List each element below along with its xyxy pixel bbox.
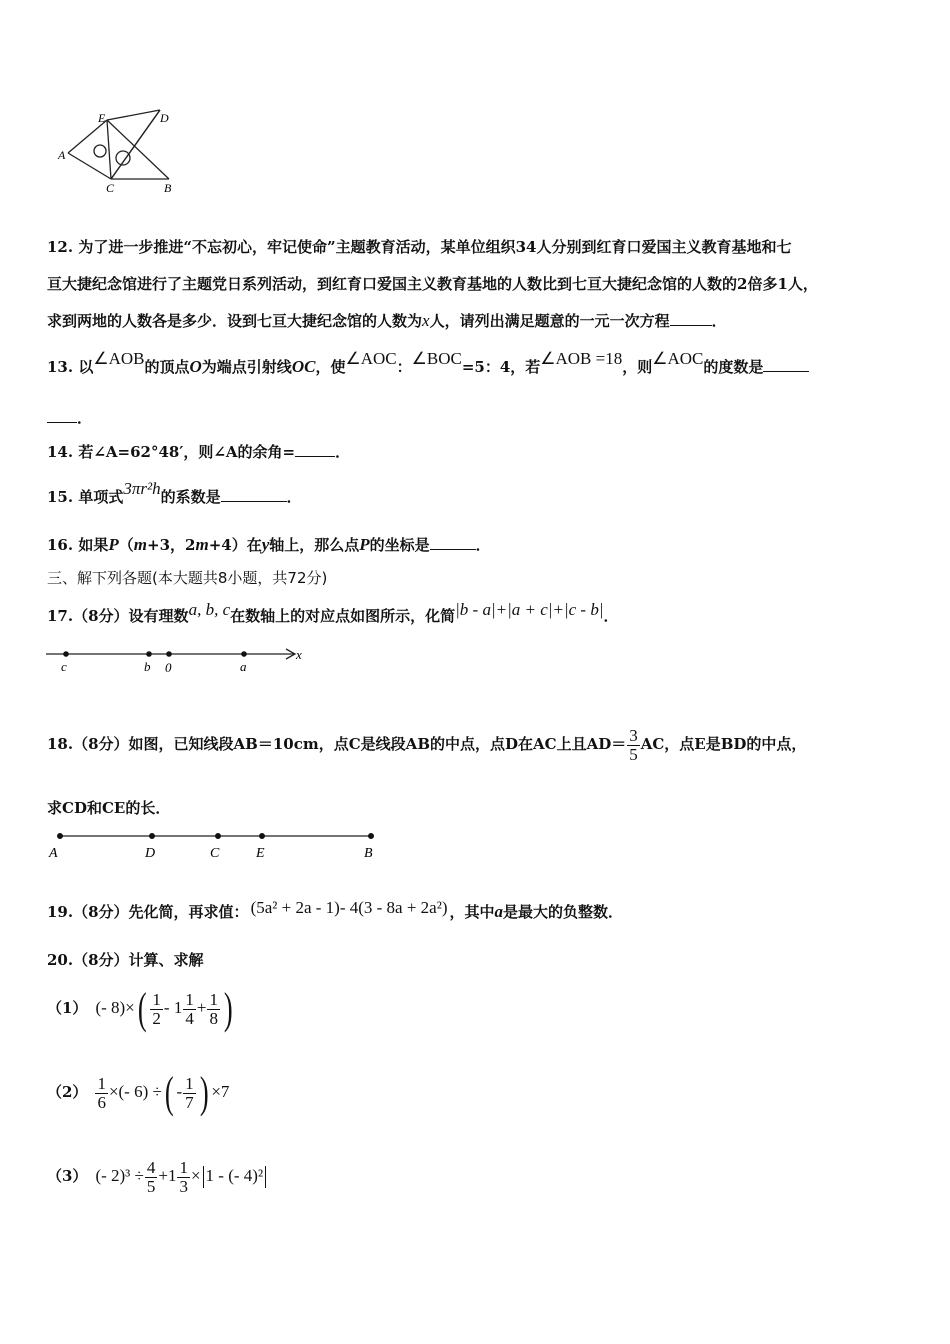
q12-answer-blank[interactable] — [670, 311, 712, 326]
q20-part1 — [47, 984, 236, 1032]
seg-label-c: C — [210, 846, 220, 861]
q20-p2-post: ×7 — [211, 1082, 230, 1101]
q20-p1-frac1-num: 1 — [152, 989, 161, 1009]
label-b: B — [164, 181, 172, 195]
q12-number: 12. — [47, 238, 74, 256]
q18-t1: 如图，已知线段AB＝10cm，点C是线段AB的中点，点D在AC上且AD＝ — [128, 735, 627, 753]
q20-p3-frac2-num: 1 — [179, 1157, 188, 1177]
q13-angle-aoc-2: ∠AOC — [652, 349, 704, 368]
q14-answer-blank[interactable] — [295, 442, 335, 457]
q15-t2: 的系数是 — [160, 488, 221, 506]
seg-label-e: E — [256, 846, 265, 861]
q12-line2 — [47, 274, 818, 294]
q12-line1 — [47, 237, 791, 257]
q16-y: y — [261, 535, 270, 554]
q20-p3-abs-right — [265, 1166, 266, 1188]
number-line — [44, 644, 314, 678]
q19-score: （8分） — [73, 903, 129, 921]
axis-label-x: x — [296, 647, 302, 662]
q12-var: x — [422, 311, 430, 330]
q12-text3a: 求到两地的人数各是多少．设到七亘大捷纪念馆的人数为 — [47, 312, 423, 330]
q20-p3-pre: (- 2)³ ÷ — [95, 1166, 144, 1185]
q20-p1-mid: - 1 — [163, 998, 183, 1017]
q17-expression: |b - a|+|a + c|+|c - b| — [455, 600, 604, 619]
q14-number: 14. — [47, 443, 74, 461]
q15-monomial: 3πr²h — [123, 479, 161, 498]
q20-p2-frac2-num: 1 — [185, 1073, 194, 1093]
segment-figure — [46, 826, 386, 866]
q18-line2 — [47, 798, 170, 818]
label-d: D — [160, 111, 169, 125]
q16-t4: +4）在 — [208, 536, 262, 554]
q20-p2-frac1-den: 6 — [97, 1092, 106, 1112]
q20-title: 计算、求解 — [128, 951, 204, 969]
seg-label-b: B — [364, 846, 373, 861]
q20-p1-frac3-num: 1 — [209, 989, 218, 1009]
q20-p3-frac1-num: 4 — [146, 1157, 156, 1177]
label-e: E — [98, 111, 106, 125]
q18-t2: AC，点E是BD的中点， — [640, 735, 807, 753]
q20-p1-frac1-den: 2 — [152, 1008, 161, 1028]
q17-t2: 在数轴上的对应点如图所示，化简 — [230, 607, 456, 625]
q19-a: a — [494, 902, 504, 921]
label-a: A — [58, 148, 66, 162]
q13-t3: 为端点引射线 — [201, 358, 292, 376]
q19-line — [47, 898, 624, 922]
q19-expression: (5a² + 2a - 1)- 4(3 - 8a + 2a²) — [250, 898, 448, 917]
q13-oc: OC — [291, 357, 316, 376]
q12-text1: 为了进一步推进“不忘初心，牢记使命”主题教育活动，某单位组织34人分别到红育口爱国主义教育基地和七 — [78, 238, 792, 256]
q20-p2-frac1 — [95, 1075, 108, 1112]
q20-p1-frac2 — [183, 991, 196, 1028]
q19-t1: 先化简，再求值： — [128, 903, 249, 921]
q17-end: ． — [603, 607, 619, 625]
q14-text: 若∠A=62°48′，则∠A的余角= — [78, 443, 296, 461]
q13-t5: =5：4，若 — [461, 358, 541, 376]
q12-end: ． — [711, 312, 727, 330]
q16-number: 16. — [47, 536, 74, 554]
q20-p1-frac2-den: 4 — [185, 1008, 194, 1028]
q13-angle-aob: ∠AOB — [93, 349, 145, 368]
label-c: C — [106, 181, 115, 195]
q13-t1: 以 — [78, 358, 94, 376]
q13-o: O — [189, 357, 202, 376]
q16-t5: 轴上，那么点 — [269, 536, 360, 554]
q18-text2: 求CD和CE的长． — [47, 799, 171, 817]
q12-text2: 亘大捷纪念馆进行了主题党日系列活动，到红育口爱国主义教育基地的人数比到七亘大捷纪念馆的人数的2倍多1人， — [47, 275, 818, 293]
q18-frac-den: 5 — [629, 744, 638, 764]
q20-line — [47, 950, 204, 970]
triangle-figure — [56, 108, 186, 200]
q16-p2: P — [359, 535, 370, 554]
axis-label-zero: 0 — [165, 660, 172, 675]
q20-p3-abs-left — [203, 1166, 204, 1188]
q16-p: P — [108, 535, 119, 554]
q20-p1-frac1 — [150, 991, 163, 1028]
q15-end: ． — [286, 488, 302, 506]
q20-p2-neg: - — [176, 1082, 183, 1101]
q15-answer-blank[interactable] — [221, 487, 287, 502]
q20-p2-lparen: ( — [164, 1068, 174, 1117]
q17-vars: a, b, c — [188, 600, 231, 619]
q13-answer-blank[interactable] — [763, 357, 809, 372]
q13-colon: ： — [396, 358, 412, 376]
q13-t7: 的度数是 — [703, 358, 764, 376]
q16-m: m — [133, 535, 147, 554]
q13-angle-aoc: ∠AOC — [345, 349, 397, 368]
q20-part3 — [47, 1152, 268, 1200]
q17-number: 17. — [47, 607, 74, 625]
q20-p2-mid: ×(- 6) ÷ — [108, 1082, 162, 1101]
q20-p2-frac2 — [183, 1075, 196, 1112]
q14-line — [47, 442, 350, 462]
q20-part2 — [47, 1068, 229, 1116]
q20-p1-frac2-num: 1 — [185, 989, 194, 1009]
q13-number: 13. — [47, 358, 74, 376]
q18-fraction — [627, 727, 640, 764]
q14-end: ． — [335, 443, 351, 461]
q18-number: 18. — [47, 735, 74, 753]
q16-t3: +3，2 — [147, 536, 196, 554]
q16-line — [47, 535, 491, 555]
q20-p3-label: （3） — [47, 1167, 88, 1185]
q19-t2: ，其中 — [449, 903, 495, 921]
q20-p2-frac2-den: 7 — [185, 1092, 194, 1112]
q16-t6: 的坐标是 — [369, 536, 430, 554]
q20-p1-lparen: ( — [137, 984, 147, 1033]
q16-answer-blank[interactable] — [430, 535, 476, 550]
q20-p1-rparen: ) — [223, 984, 233, 1033]
q18-frac-num: 3 — [629, 725, 638, 745]
q20-p3-times: × — [190, 1166, 201, 1185]
q17-t1: 设有理数 — [128, 607, 189, 625]
q16-m2: m — [195, 535, 209, 554]
q20-p3-frac2 — [177, 1159, 190, 1196]
q20-p1-plus: + — [196, 998, 207, 1017]
q20-p2-label: （2） — [47, 1083, 88, 1101]
axis-label-b: b — [144, 659, 151, 674]
q20-p3-abs: 1 - (- 4)² — [205, 1166, 264, 1185]
q16-end: ． — [475, 536, 491, 554]
q19-t3: 是最大的负整数． — [503, 903, 624, 921]
q18-score: （8分） — [73, 735, 129, 753]
q16-t2: （ — [118, 536, 134, 554]
q20-score: （8分） — [73, 951, 129, 969]
seg-label-d: D — [145, 846, 156, 861]
q13-line2 — [47, 408, 92, 428]
q20-p3-frac2-den: 3 — [179, 1176, 188, 1196]
q15-t1: 单项式 — [78, 488, 124, 506]
q20-p3-plus: +1 — [158, 1166, 177, 1185]
q20-p1-frac3-den: 8 — [209, 1008, 218, 1028]
q13-answer-blank-cont[interactable] — [47, 408, 77, 423]
q20-p2-frac1-num: 1 — [97, 1073, 106, 1093]
q13-t6: ，则 — [622, 358, 653, 376]
q20-p3-frac1-den: 5 — [146, 1176, 156, 1196]
q12-line3 — [47, 311, 727, 331]
q13-t4: ，使 — [315, 358, 346, 376]
q13-line — [47, 349, 809, 377]
section-3-heading: 三、解下列各题(本大题共8小题，共72分) — [47, 569, 328, 587]
q12-text3b: 人，请列出满足题意的一元一次方程 — [429, 312, 670, 330]
q17-score: （8分） — [73, 607, 129, 625]
q19-number: 19. — [47, 903, 74, 921]
q18-line — [47, 722, 806, 766]
axis-label-a: a — [240, 659, 247, 674]
q13-angle-boc: ∠BOC — [411, 349, 462, 368]
q13-end: ． — [77, 409, 93, 427]
q20-p1-pre: (- 8)× — [95, 998, 135, 1017]
q20-p2-rparen: ) — [199, 1068, 209, 1117]
q20-p1-frac3 — [207, 991, 220, 1028]
q13-angle-aob-value: ∠AOB =18 — [540, 349, 623, 368]
seg-label-a: A — [49, 846, 58, 861]
q15-line — [47, 479, 302, 507]
q20-p3-frac1 — [145, 1159, 158, 1196]
q20-p1-label: （1） — [47, 999, 88, 1017]
q15-number: 15. — [47, 488, 74, 506]
q16-t1: 如果 — [78, 536, 109, 554]
axis-label-c: c — [61, 659, 67, 674]
q20-number: 20. — [47, 951, 74, 969]
q13-t2: 的顶点 — [144, 358, 190, 376]
q17-line — [47, 600, 619, 626]
